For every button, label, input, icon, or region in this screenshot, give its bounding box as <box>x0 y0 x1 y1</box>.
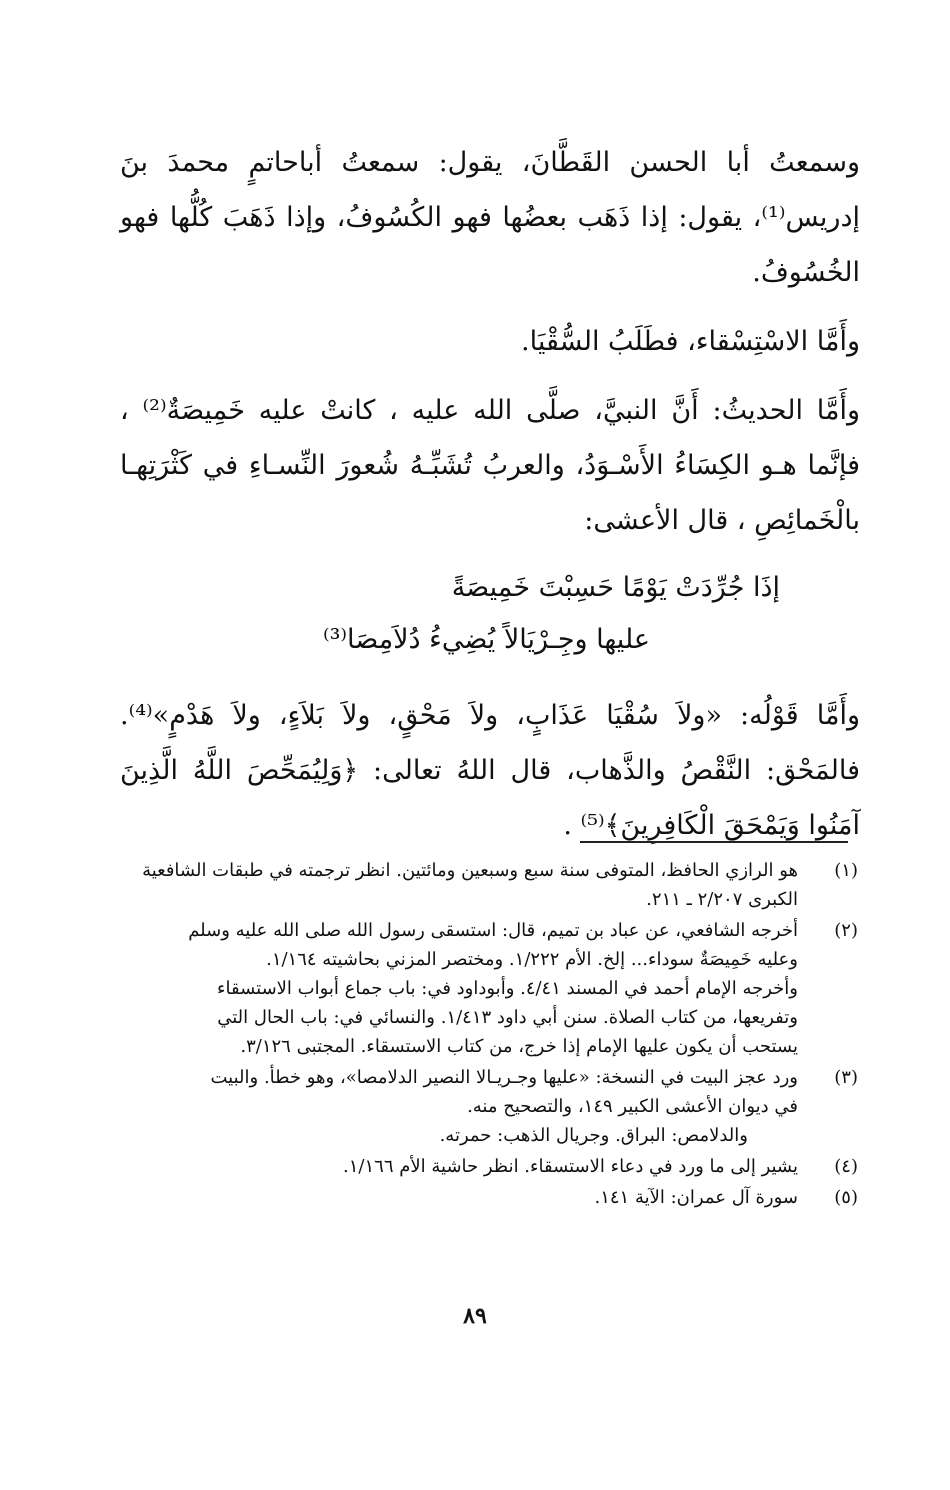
paragraph-hadith: وأَمَّا الحديثُ: أَنَّ النبيَّ، صلَّى الله عليه ، كانتْ عليه خَمِيصَةٌ⁽²⁾ ، فإنَّما هـو الكِسَاءُ الأَسْـوَدُ، والعربُ تُشَبِّـهُ شُعورَ النِّسـاءِ في كَثْرَتِهـا بالْخَمائِصِ ، قال الأعشى: <box>120 395 860 536</box>
footnote-line: وعليه خَمِيصَةٌ سوداء... إلخ. الأم ١/٢٢٢. ومختصر المزني بحاشيته ١/١٦٤. <box>266 949 798 970</box>
footnote-line: يستحب أن يكون عليها الإمام إذا خرج، من كتاب الاستسقاء. المجتبى ٣/١٢٦. <box>240 1036 798 1057</box>
verse-line-1: إذَا جُرِّدَتْ يَوْمًا حَسِبْتَ خَمِيصَةً <box>451 572 780 603</box>
footnote-number: (٣) <box>834 1067 858 1088</box>
footnote-line: هو الرازي الحافظ، المتوفى سنة سبع وسبعين ومائتين. انظر ترجمته في طبقات الشافعية <box>142 860 798 881</box>
paragraph-istisqa: وأَمَّا الاسْتِسْقاء، فطَلَبُ السُّقْيَا. <box>521 326 860 357</box>
footnote-number: (٥) <box>834 1187 858 1208</box>
footnote-line: في ديوان الأعشى الكبير ١٤٩، والتصحيح منه. <box>467 1096 798 1117</box>
footnote-number: (٤) <box>834 1156 858 1177</box>
footnote-line: أخرجه الشافعي، عن عباد بن تميم، قال: استسقى رسول الله صلى الله عليه وسلم <box>188 920 798 941</box>
footnote-line: ورد عجز البيت في النسخة: «عليها وجـريـالا النصير الدلامصا»، وهو خطأ. والبيت <box>210 1067 798 1088</box>
footnote-number: (٢) <box>834 920 858 941</box>
footnote-number: (١) <box>834 860 858 881</box>
paragraph-kusuf: وسمعتُ أبا الحسن القَطَّانَ، يقول: سمعتُ أباحاتمٍ محمدَ بنَ إدريس⁽¹⁾، يقول: إذا ذَهَب بعضُها فهو الكُسُوفُ، وإذا ذَهَبَ كُلُّها فهو الخُسُوفُ. <box>120 147 860 288</box>
paragraph-mahq: وأَمَّا قَوْلُه: «ولاَ سُقْيَا عَذَابٍ، ولاَ مَحْقٍ، ولاَ بَلاَءٍ، ولاَ هَدْمٍ»⁽⁴⁾. فالمَحْق: النَّقْصُ والذَّهاب، قال اللهُ تعالى: ﴿وَلِيُمَحِّصَ اللَّهُ الَّذِينَ آمَنُوا وَيَمْحَقَ الْكَافِرِينَ﴾⁽⁵⁾ . <box>120 700 860 841</box>
page-number: ٨٩ <box>463 1303 487 1329</box>
footnote-line: وتفريعها، من كتاب الصلاة. سنن أبي داود ١/٤١٣. والنسائي في: باب الحال التي <box>217 1007 798 1028</box>
footnote-4 <box>128 1152 858 1181</box>
footnotes <box>128 856 858 1214</box>
footnote-5 <box>128 1183 858 1212</box>
footnote-line: وأخرجه الإمام أحمد في المسند ٤/٤١. وأبوداود في: باب جماع أبواب الاستسقاء <box>217 978 798 999</box>
main-text <box>120 135 860 867</box>
footnote-1 <box>128 856 858 914</box>
verse-line-2: عليها وجِـرْيَالاً يُضِيءُ دُلاَمِصَا⁽³⁾ <box>322 624 650 655</box>
footnote-3 <box>128 1063 858 1150</box>
footnote-2 <box>128 916 858 1061</box>
footnote-line: الكبرى ٢/٢٠٧ ـ ٢١١. <box>646 889 798 910</box>
footnote-line: والدلامص: البراق. وجريال الذهب: حمرته. <box>439 1125 748 1146</box>
footnote-line: سورة آل عمران: الآية ١٤١. <box>594 1187 798 1208</box>
footnote-line: يشير إلى ما ورد في دعاء الاستسقاء. انظر حاشية الأم ١/١٦٦. <box>343 1156 798 1177</box>
footnote-divider <box>580 841 848 843</box>
